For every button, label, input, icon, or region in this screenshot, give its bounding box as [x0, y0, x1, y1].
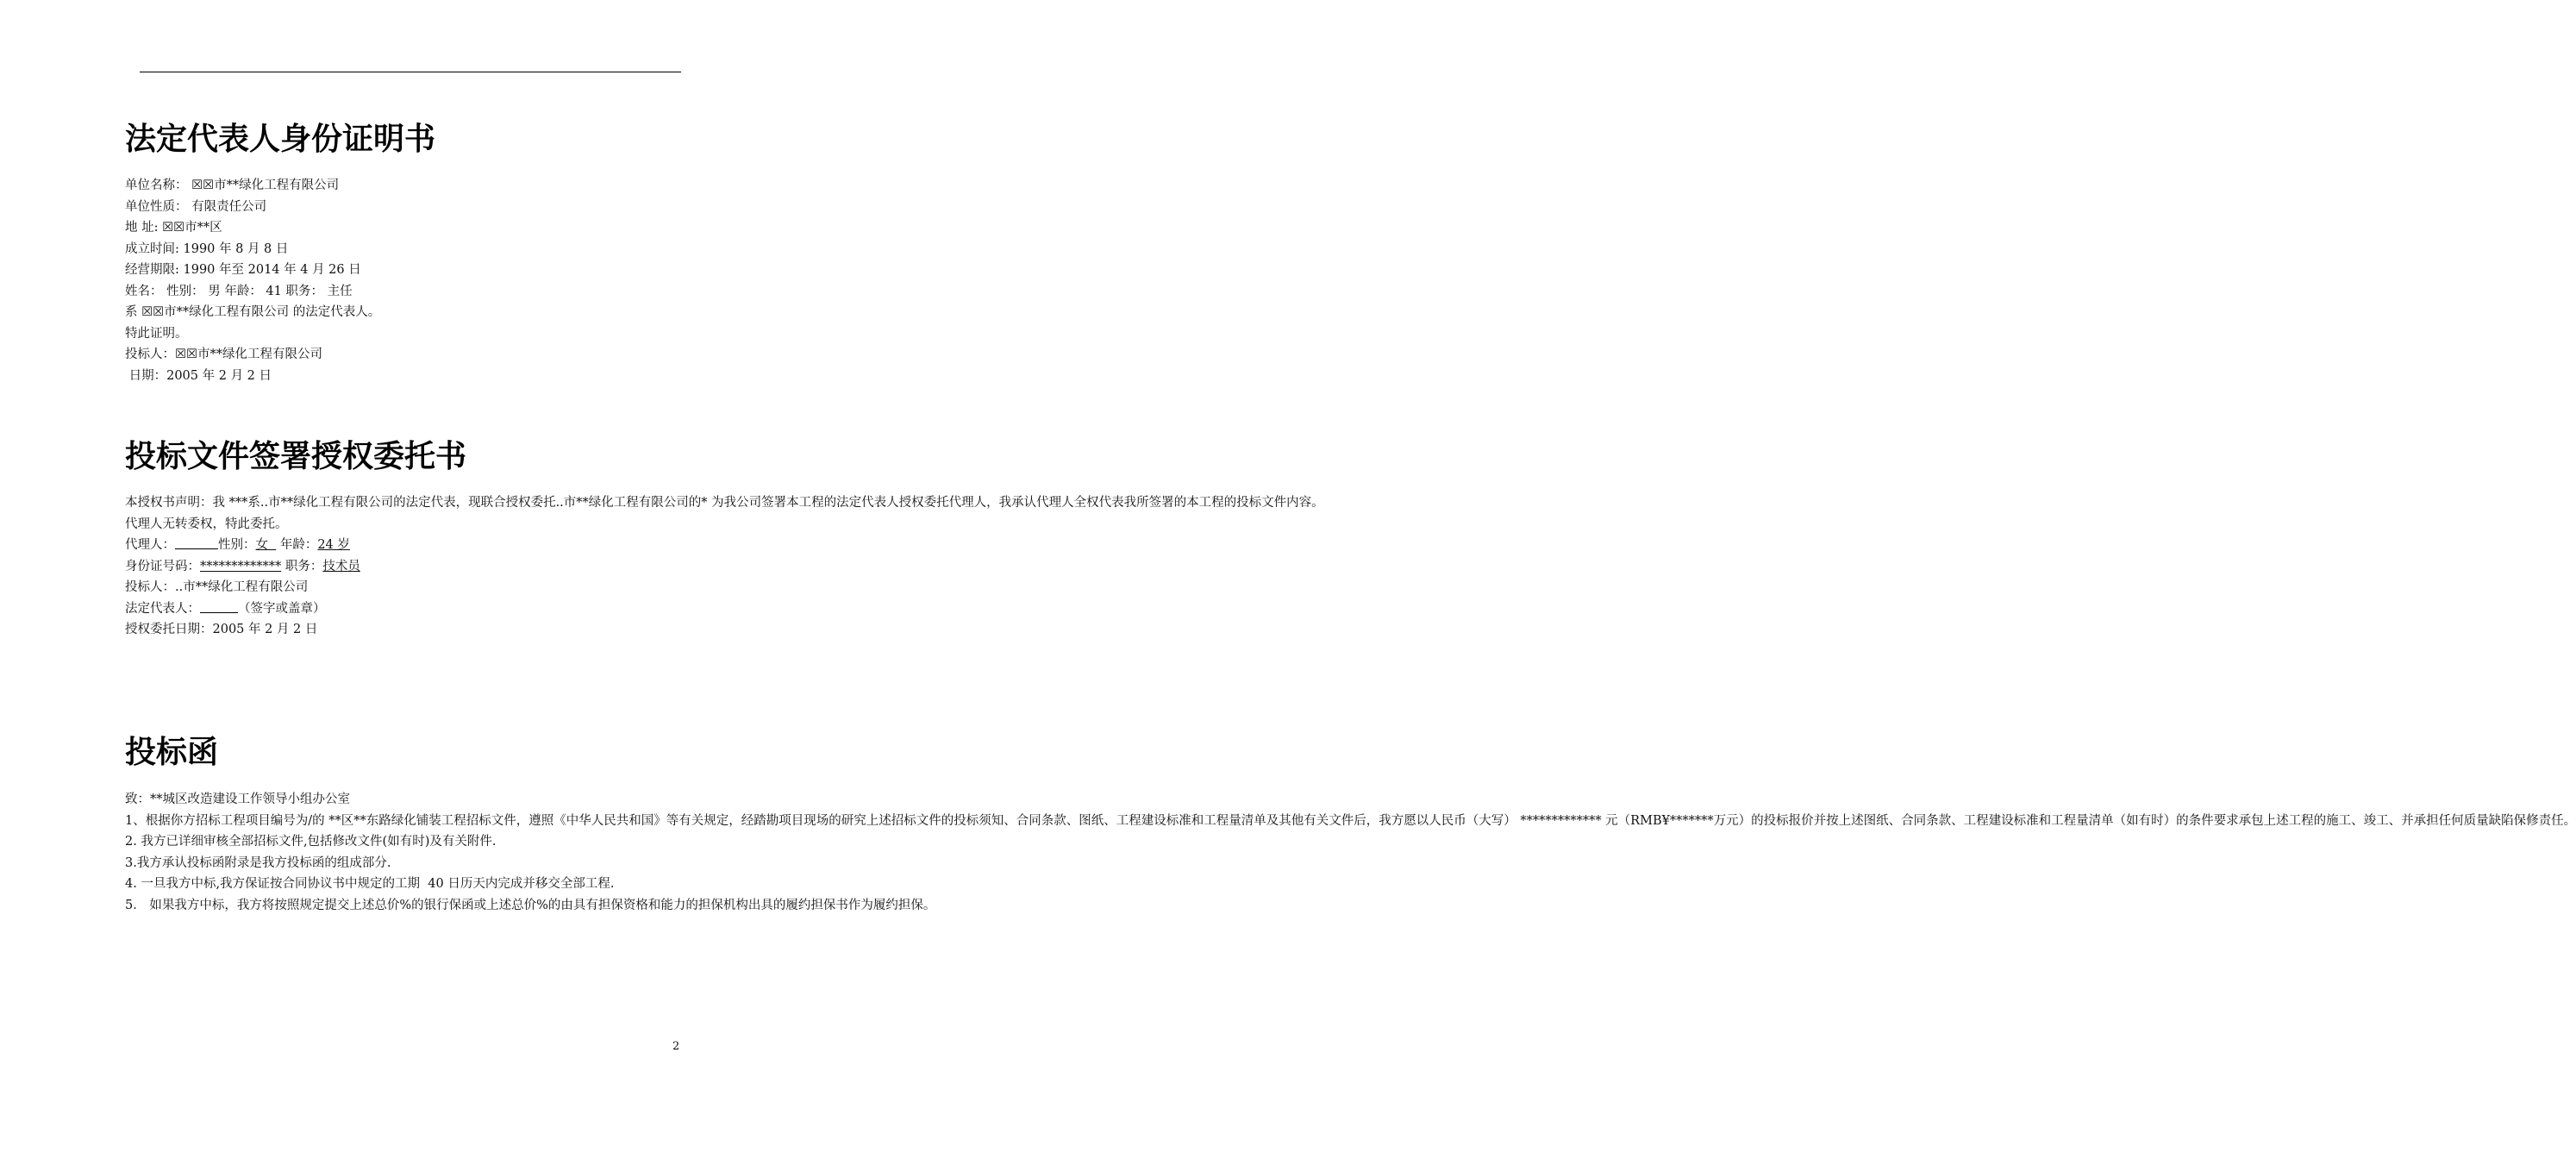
age-value: 24 岁: [317, 538, 350, 552]
recipient-line: 致：**城区改造建设工作领导小组办公室: [125, 793, 350, 806]
address-line: 地 址: ☒☒市**区: [125, 221, 222, 235]
agent-label: 代理人：: [125, 538, 175, 552]
legal-rep-line: [125, 598, 698, 620]
certification-line: 特此证明。: [125, 326, 188, 341]
signature-blank: [200, 601, 238, 613]
operating-period-line: 经营期限: 1990 年至 2014 年 4 月 26 日: [125, 263, 361, 277]
gender-underline-pad: [268, 538, 276, 552]
id-label: 身份证号码：: [125, 559, 200, 573]
title-legal-representative-certificate: 法定代表人身份证明书: [125, 122, 436, 157]
gender-label: 性别：: [218, 538, 256, 552]
age-label: 年龄：: [276, 538, 318, 552]
signature-note: （签字或盖章）: [238, 601, 326, 616]
agent-blank: [175, 537, 218, 549]
bidder-line: 投标人：☒☒市**绿化工程有限公司: [125, 348, 322, 361]
position-value: 技术员: [322, 559, 360, 573]
unit-name-line: 单位名称： ☒☒市**绿化工程有限公司: [125, 179, 340, 192]
established-line: 成立时间: 1990 年 8 月 8 日: [125, 241, 289, 256]
page-number: 2: [672, 1040, 680, 1053]
bid-item-3: 3.我方承认投标函附录是我方投标函的组成部分.: [125, 855, 391, 870]
date-line: 日期：2005 年 2 月 2 日: [125, 368, 272, 383]
title-authorization-letter: 投标文件签署授权委托书: [125, 439, 467, 474]
bidder-line-2: 投标人：..市**绿化工程有限公司: [125, 580, 309, 594]
bid-item-5: 5． 如果我方中标，我方将按照规定提交上述总价%的银行保函或上述总价%的由具有担保资格和能力的担保机构出具的履约担保书作为履约担保。: [125, 898, 936, 912]
position-label: 职务：: [281, 559, 323, 573]
representative-statement-line: 系 ☒☒市**绿化工程有限公司 的法定代表人。: [125, 305, 381, 319]
bid-item-1: 1、根据你方招标工程项目编号为/的 **区**东路绿化铺装工程招标文件，遵照《中华人民共和国》等有关规定，经踏勘项目现场的研究上述招标文件的投标须知、合同条款、图纸、工程建设标准和工程量清单及其他有关文件后，我方愿以人民币（大写） ************* 元（RMB¥*******万元）的投标报价并按上述图纸、合同条款、工程建设标准和工程量清单（如有时）的条件要求承包上述工程的施工、竣工、并承担任何质量缺陷保修责任。: [125, 813, 2576, 828]
legal-rep-label: 法定代表人：: [125, 601, 200, 616]
bid-item-4: 4. 一旦我方中标,我方保证按合同协议书中规定的工期 40 日历天内完成并移交全部工程.: [125, 877, 615, 891]
person-info-line: 姓名： 性别： 男 年龄： 41 职务： 主任: [125, 284, 353, 298]
certificate-details: [125, 175, 698, 386]
title-bid-letter: 投标函: [125, 735, 219, 770]
authorization-date-line: 授权委托日期：2005 年 2 月 2 日: [125, 623, 318, 636]
authorization-details: [125, 492, 1324, 641]
gender-value: 女: [255, 538, 268, 552]
agent-line: [125, 535, 698, 556]
unit-nature-line: 单位性质： 有限责任公司: [125, 199, 267, 214]
bid-letter-body: [125, 789, 2576, 916]
authorization-statement: 本授权书声明：我 ***系..市**绿化工程有限公司的法定代表，现联合授权委托..市**绿化工程有限公司的* 为我公司签署本工程的法定代表人授权委托代理人，我承认代理人全权代表我所签署的本工程的投标文件内容。: [125, 496, 1324, 510]
no-transfer-line: 代理人无转委权，特此委托。: [125, 517, 288, 531]
id-line: [125, 556, 698, 578]
id-value: *************: [200, 559, 282, 573]
bid-item-2: 2. 我方已详细审核全部招标文件,包括修改文件(如有时)及有关附件.: [125, 835, 497, 849]
